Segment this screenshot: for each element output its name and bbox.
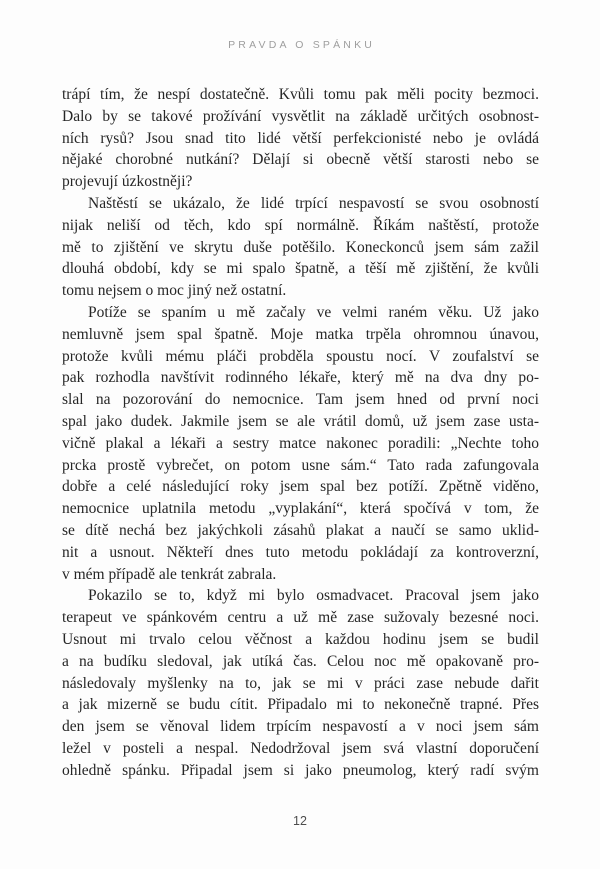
text-line: se dítě nechá bez jakýchkoli zásahů plakat a naučí se samo uklid- [62,521,539,539]
text-line: ních rysů? Jsou snad tito lidé větší perfekcionisté nebo je ovládá [62,129,539,147]
text-line: nijak neliší od těch, kdo spí normálně. Říkám naštěstí, protože [62,216,539,234]
text-line: vičně plakal a lékaři a sestry matce nakonec poradili: „Nechte toho [62,434,539,452]
text-line: nemocnice uplatnila metodu „vyplakání“, která spočívá v tom, že [62,500,539,518]
text-line: Pokazilo se to, když mi bylo osmadvacet. Pracoval jsem jako [88,587,539,605]
running-head: PRAVDA O SPÁNKU [228,39,376,51]
text-line: dlouhá období, kdy se mi spalo špatně, a těší mě zjištění, že kvůli [62,260,539,278]
text-line: a na budíku sledoval, jak utíká čas. Celou noc mě opakovaně pro- [62,652,539,670]
text-line: projevují úzkostněji? [62,173,193,191]
text-line: následovaly myšlenky na to, jak se mi v práci zase nebude dařit [62,674,539,692]
text-line: ležel v posteli a nespal. Nedodržoval jsem svá vlastní doporučení [62,739,539,757]
body-text [62,84,539,782]
page-number: 12 [293,814,307,828]
text-line: Usnout mi trvalo celou věčnost a každou hodinu jsem se budil [62,630,539,648]
text-line: mě to zjištění ve skrytu duše potěšilo. Koneckonců jsem sám zažil [62,238,539,256]
text-line: nemluvně jsem spal špatně. Moje matka trpěla ohromnou únavou, [62,325,539,343]
text-line: den jsem se věnoval lidem trpícím nespavostí a v noci jsem sám [62,718,539,736]
text-line: slal na pozorování do nemocnice. Tam jsem hned od první noci [62,391,539,409]
text-line: spal jako dudek. Jakmile jsem se ale vrátil domů, už jsem zase usta- [62,412,539,430]
text-line: v mém případě ale tenkrát zabrala. [62,565,277,583]
text-line: nit a usnout. Někteří dnes tuto metodu pokládají za kontroverzní, [62,543,539,561]
text-line: dobře a celé následující roky jsem spal bez potíží. Zpětně viděno, [62,478,539,496]
text-line: pak rozhodla navštívit rodinného lékaře, který mě na dva dny po- [62,369,539,387]
text-line: Naštěstí se ukázalo, že lidé trpící nespavostí se svou osobností [88,194,539,212]
text-line: prcka prostě vybrečet, on potom usne sám.“ Tato rada zafungovala [62,456,539,474]
text-line: nějaké chorobné nutkání? Dělají si obecně větší starosti nebo se [62,151,539,169]
text-line: a jak mizerně se budu cítit. Připadalo mi to nekonečně trapné. Přes [62,696,539,714]
text-line: protože kvůli mému pláči probděla spoustu nocí. V zoufalství se [62,347,539,365]
text-line: ohledně spánku. Připadal jsem si jako pneumolog, který radí svým [62,761,539,779]
text-line: Dalo by se takové prožívání vysvětlit na základě určitých osobnost- [62,107,539,125]
text-line: tomu nejsem o moc jiný než ostatní. [62,282,287,300]
text-line: terapeut ve spánkovém centru a už mě zase sužovaly bezesné noci. [62,609,539,627]
text-line: trápí tím, že nespí dostatečně. Kvůli tomu pak měli pocity bezmoci. [62,86,539,103]
text-line: Potíže se spaním u mě začaly ve velmi raném věku. Už jako [88,303,539,321]
